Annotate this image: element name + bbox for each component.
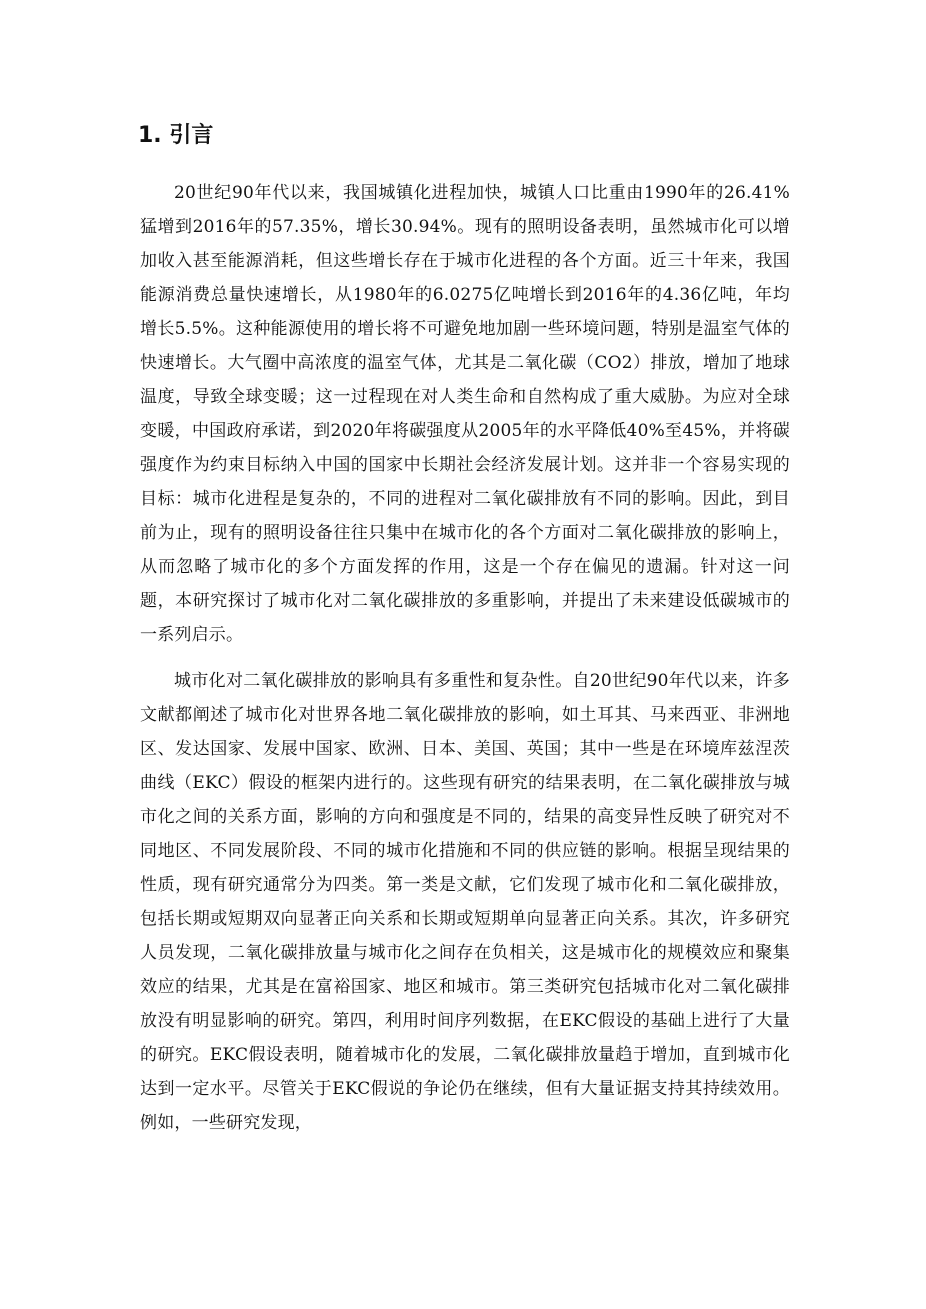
body-text: [140, 176, 790, 1140]
paragraph-1: 20世纪90年代以来，我国城镇化进程加快，城镇人口比重由1990年的26.41%猛增到2016年的57.35%，增长30.94%。现有的照明设备表明，虽然城市化可以增加收入甚至能源消耗，但这些增长存在于城市化进程的各个方面。近三十年来，我国能源消费总量快速增长，从1980年的6.0275亿吨增长到2016年的4.36亿吨，年均增长5.5%。这种能源使用的增长将不可避免地加剧一些环境问题，特别是温室气体的快速增长。大气圈中高浓度的温室气体，尤其是二氧化碳（CO2）排放，增加了地球温度，导致全球变暖；这一过程现在对人类生命和自然构成了重大威胁。为应对全球变暖，中国政府承诺，到2020年将碳强度从2005年的水平降低40%至45%，并将碳强度作为约束目标纳入中国的国家中长期社会经济发展计划。这并非一个容易实现的目标：城市化进程是复杂的，不同的进程对二氧化碳排放有不同的影响。因此，到目前为止，现有的照明设备往往只集中在城市化的各个方面对二氧化碳排放的影响上，从而忽略了城市化的多个方面发挥的作用，这是一个存在偏见的遗漏。针对这一问题，本研究探讨了城市化对二氧化碳排放的多重影响，并提出了未来建设低碳城市的一系列启示。: [140, 183, 790, 645]
section-heading: 1. 引言: [138, 123, 214, 148]
paragraph-2: 城市化对二氧化碳排放的影响具有多重性和复杂性。自20世纪90年代以来，许多文献都阐述了城市化对世界各地二氧化碳排放的影响，如土耳其、马来西亚、非洲地区、发达国家、发展中国家、欧洲、日本、美国、英国；其中一些是在环境库兹涅茨曲线（EKC）假设的框架内进行的。这些现有研究的结果表明，在二氧化碳排放与城市化之间的关系方面，影响的方向和强度是不同的，结果的高变异性反映了研究对不同地区、不同发展阶段、不同的城市化措施和不同的供应链的影响。根据呈现结果的性质，现有研究通常分为四类。第一类是文献，它们发现了城市化和二氧化碳排放，包括长期或短期双向显著正向关系和长期或短期单向显著正向关系。其次，许多研究人员发现，二氧化碳排放量与城市化之间存在负相关，这是城市化的规模效应和聚集效应的结果，尤其是在富裕国家、地区和城市。第三类研究包括城市化对二氧化碳排放没有明显影响的研究。第四，利用时间序列数据，在EKC假设的基础上进行了大量的研究。EKC假设表明，随着城市化的发展，二氧化碳排放量趋于增加，直到城市化达到一定水平。尽管关于EKC假说的争论仍在继续，但有大量证据支持其持续效用。例如，一些研究发现，: [140, 671, 790, 1133]
